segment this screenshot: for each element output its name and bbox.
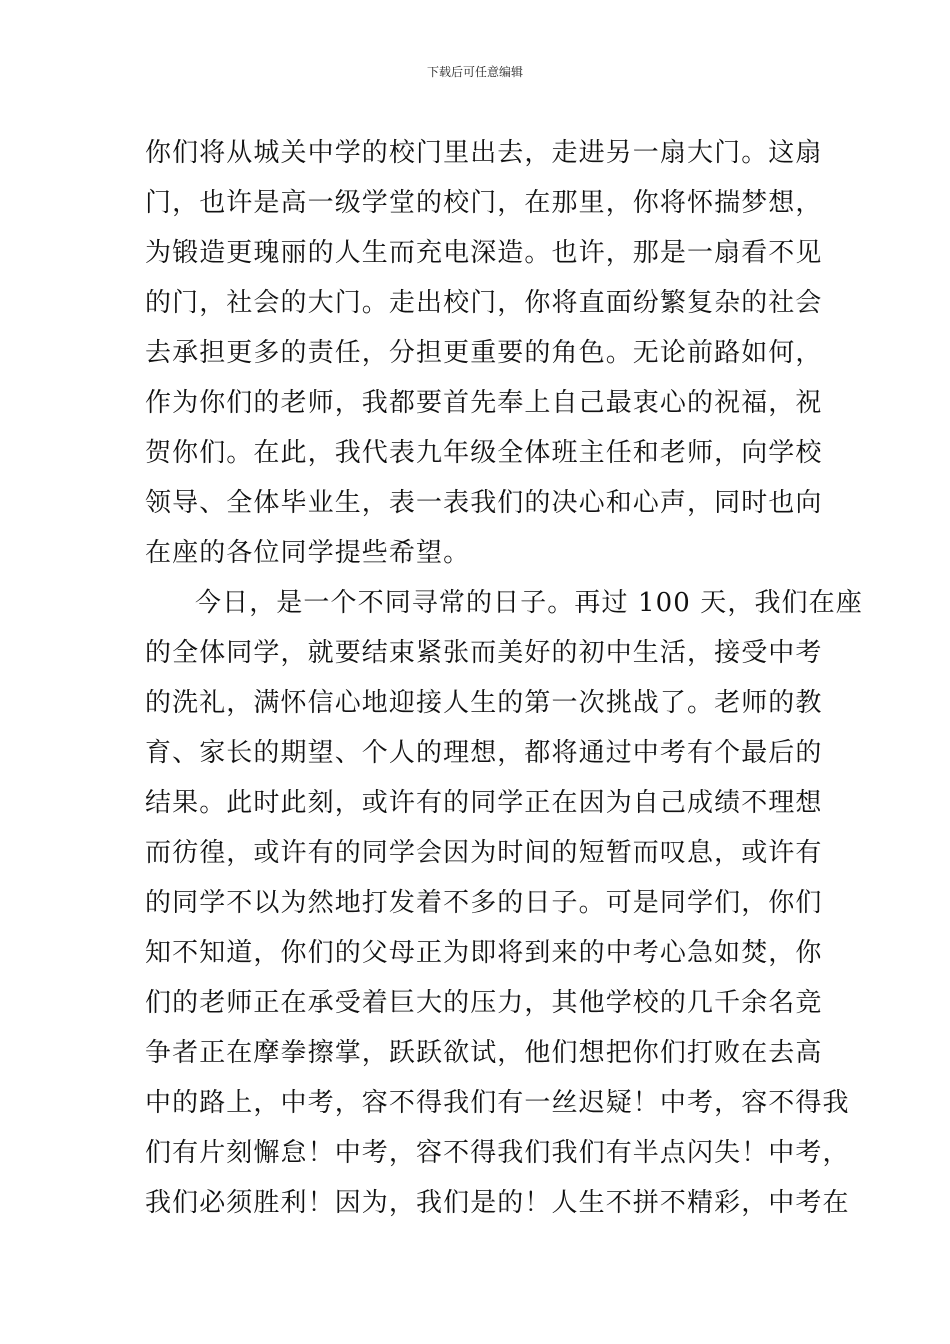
text-line: 中的路上，中考，容不得我们有一丝迟疑！中考，容不得我: [145, 1088, 850, 1118]
text-line: 的门，社会的大门。走出校门，你将直面纷繁复杂的社会: [145, 288, 823, 318]
text-line: 为锻造更瑰丽的人生而充电深造。也许，那是一扇看不见: [145, 238, 823, 268]
text-line: 门，也许是高一级学堂的校门，在那里，你将怀揣梦想，: [145, 188, 823, 218]
text-line: 的全体同学，就要结束紧张而美好的初中生活，接受中考: [145, 638, 823, 668]
text-line: 们的老师正在承受着巨大的压力，其他学校的几千余名竞: [145, 988, 823, 1018]
paragraph-first-line: 今日，是一个不同寻常的日子。再过 100 天，我们在座: [195, 588, 863, 618]
text-line: 去承担更多的责任，分担更重要的角色。无论前路如何，: [145, 338, 823, 368]
text-line: 的同学不以为然地打发着不多的日子。可是同学们，你们: [145, 888, 823, 918]
text-line: 们有片刻懈怠！中考，容不得我们我们有半点闪失！中考，: [145, 1138, 850, 1168]
text-line: 领导、全体毕业生，表一表我们的决心和心声，同时也向: [145, 488, 823, 518]
document-body: [145, 128, 863, 1228]
text-line: 结果。此时此刻，或许有的同学正在因为自己成绩不理想: [145, 788, 823, 818]
text-line: 育、家长的期望、个人的理想，都将通过中考有个最后的: [145, 738, 823, 768]
text-line: 我们必须胜利！因为，我们是的！人生不拼不精彩，中考在: [145, 1188, 850, 1218]
text-line: 在座的各位同学提些希望。: [145, 538, 471, 568]
page-header: 下载后可任意编辑: [426, 65, 523, 79]
text-line: 的洗礼，满怀信心地迎接人生的第一次挑战了。老师的教: [145, 688, 823, 718]
text-line: 而彷徨，或许有的同学会因为时间的短暂而叹息，或许有: [145, 838, 823, 868]
text-line: 争者正在摩拳擦掌，跃跃欲试，他们想把你们打败在去高: [145, 1038, 823, 1068]
text-line: 你们将从城关中学的校门里出去，走进另一扇大门。这扇: [145, 138, 823, 168]
text-line: 知不知道，你们的父母正为即将到来的中考心急如焚，你: [145, 938, 823, 968]
text-line: 贺你们。在此，我代表九年级全体班主任和老师，向学校: [145, 438, 823, 468]
text-line: 作为你们的老师，我都要首先奉上自己最衷心的祝福，祝: [145, 388, 823, 418]
